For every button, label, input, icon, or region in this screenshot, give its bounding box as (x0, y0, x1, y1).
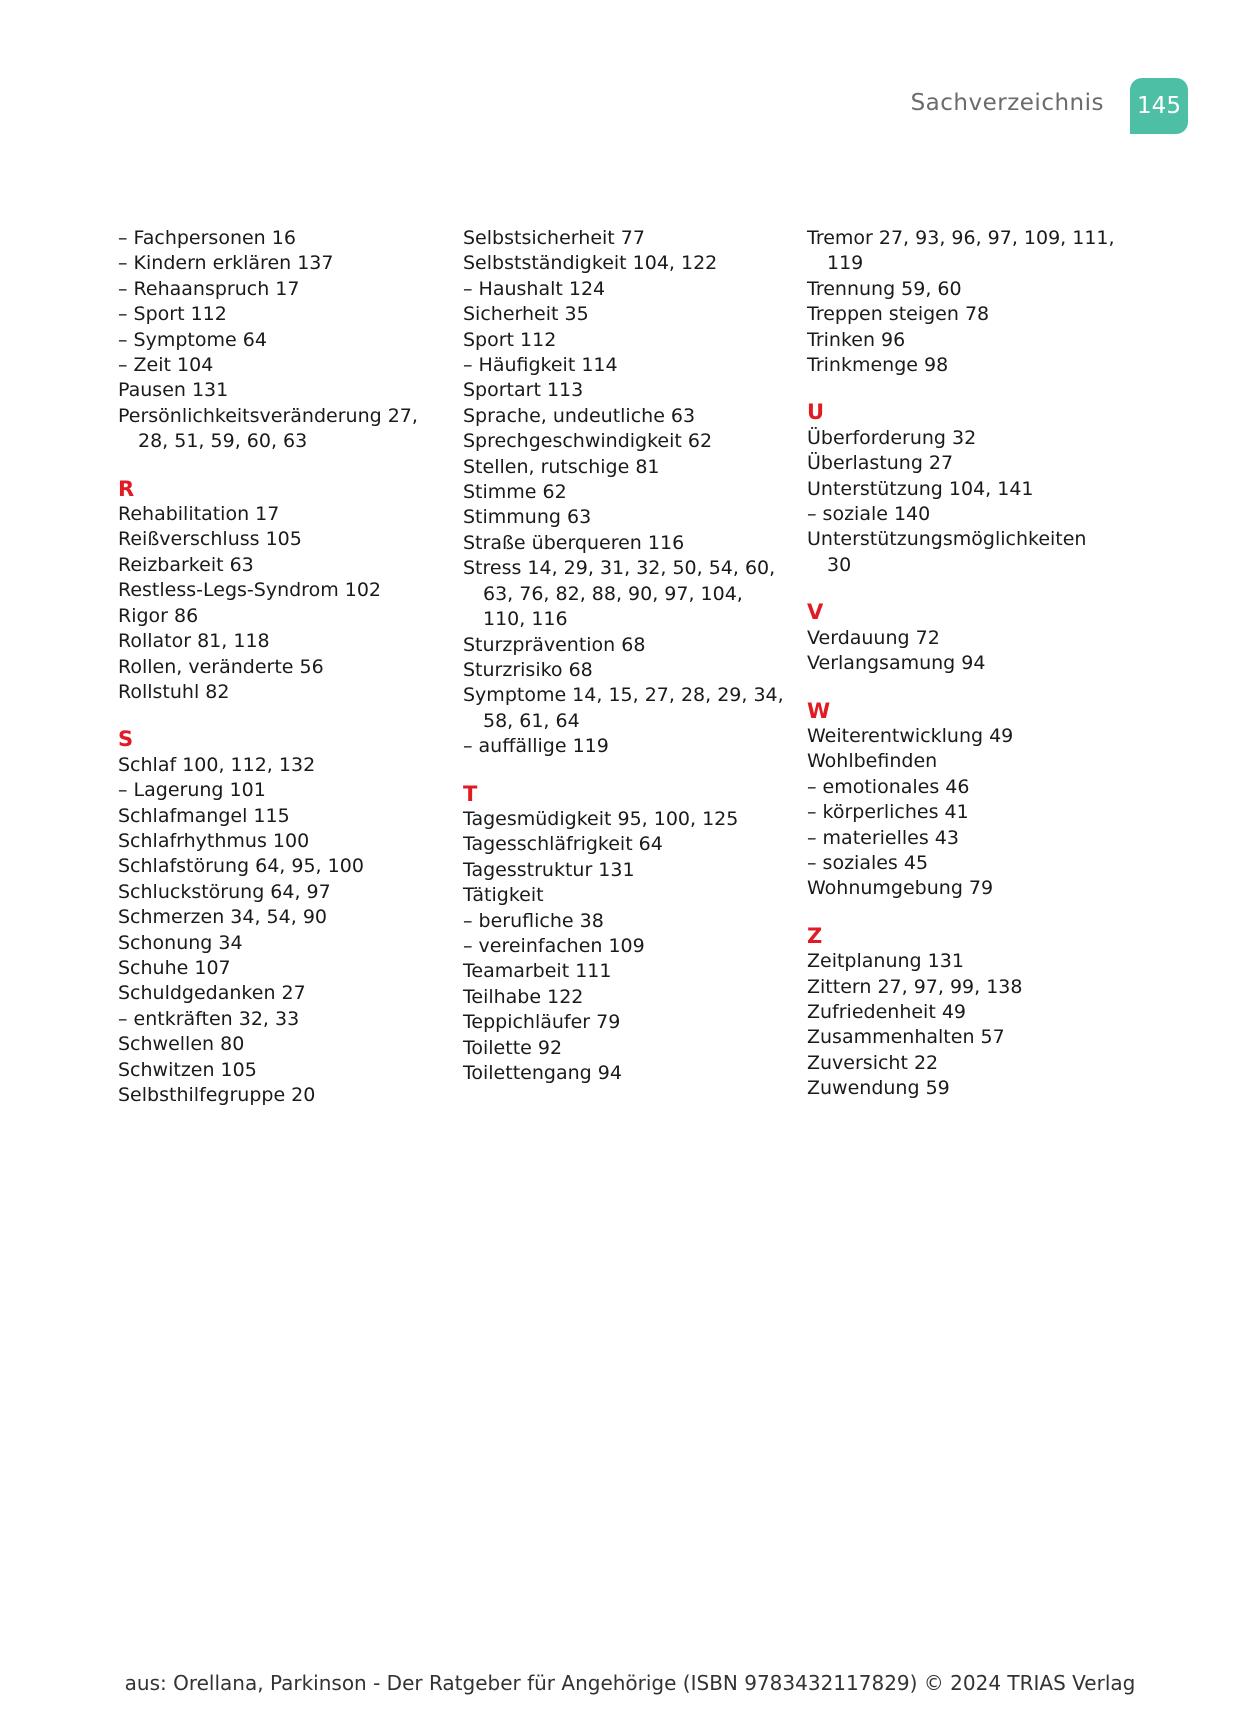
index-entry: Sportart 113 (463, 379, 584, 402)
index-entry: Unterstützungsmöglichkeiten (807, 528, 1087, 551)
index-entry: Teamarbeit 111 (463, 960, 612, 983)
index-entry: Sturzprävention 68 (463, 633, 646, 656)
index-entry: Rollator 81, 118 (118, 630, 270, 653)
index-entry: Verlangsamung 94 (807, 652, 986, 675)
index-entry: – Häufigkeit 114 (463, 354, 618, 377)
index-entry: Rollstuhl 82 (118, 680, 230, 703)
index-entry: Schlafmangel 115 (118, 804, 290, 827)
index-entry: Zittern 27, 97, 99, 138 (807, 975, 1023, 998)
index-entry: – Zeit 104 (118, 354, 214, 377)
index-entry: Teilhabe 122 (463, 985, 584, 1008)
index-entry: Zeitplanung 131 (807, 950, 964, 973)
index-entry: Reizbarkeit 63 (118, 553, 254, 576)
index-entry: – Lagerung 101 (118, 779, 266, 802)
index-entry: Symptome 14, 15, 27, 28, 29, 34, (463, 684, 784, 707)
index-entry: Tagesstruktur 131 (463, 858, 635, 881)
index-entry-continuation: 119 (827, 252, 864, 275)
index-entry: Sturzrisiko 68 (463, 658, 593, 681)
index-entry: Schlafstörung 64, 95, 100 (118, 855, 364, 878)
index-entry: Wohnumgebung 79 (807, 877, 994, 900)
index-entry: Wohlbefinden (807, 750, 938, 773)
index-entry: – materielles 43 (807, 826, 959, 849)
index-entry: Sprechgeschwindigkeit 62 (463, 430, 713, 453)
index-letter-heading: R (118, 476, 135, 501)
index-letter-heading: U (807, 400, 825, 425)
index-entry: Verdauung 72 (807, 626, 940, 649)
index-entry: Unterstützung 104, 141 (807, 477, 1034, 500)
index-entry: – körperliches 41 (807, 801, 969, 824)
index-entry: Restless-Legs-Syndrom 102 (118, 579, 382, 602)
index-entry: Sprache, undeutliche 63 (463, 404, 696, 427)
index-column-2 (463, 226, 793, 1086)
index-entry: Rigor 86 (118, 604, 199, 627)
index-entry: – emotionales 46 (807, 775, 970, 798)
index-entry: Stimmung 63 (463, 506, 592, 529)
index-entry: Reißverschluss 105 (118, 528, 302, 551)
index-entry: Stress 14, 29, 31, 32, 50, 54, 60, (463, 557, 776, 580)
index-entry: Sicherheit 35 (463, 303, 589, 326)
index-entry: Schluckstörung 64, 97 (118, 880, 331, 903)
index-entry: Tagesschläfrigkeit 64 (463, 833, 663, 856)
index-entry: Schlafrhythmus 100 (118, 829, 310, 852)
index-entry: Trinken 96 (807, 328, 906, 351)
index-entry: Zuversicht 22 (807, 1051, 939, 1074)
index-entry: Stimme 62 (463, 481, 567, 504)
index-entry: Pausen 131 (118, 379, 229, 402)
index-entry: Schwellen 80 (118, 1033, 245, 1056)
index-entry: – Fachpersonen 16 (118, 227, 296, 249)
copyright-footer: aus: Orellana, Parkinson - Der Ratgeber für Angehörige (ISBN 9783432117829) © 2024 TRIAS Verlag (124, 1671, 1136, 1695)
index-column-1 (118, 226, 448, 1108)
index-entry: – vereinfachen 109 (463, 934, 645, 957)
index-entry: – Kindern erklären 137 (118, 252, 334, 275)
index-entry: Schwitzen 105 (118, 1058, 257, 1081)
index-entry-continuation: 28, 51, 59, 60, 63 (138, 430, 308, 453)
index-entry: Stellen, rutschige 81 (463, 455, 660, 478)
index-entry: – Sport 112 (118, 303, 227, 326)
index-entry: Selbsthilfegruppe 20 (118, 1084, 316, 1106)
index-letter-heading: V (807, 600, 824, 625)
index-entry: – entkräften 32, 33 (118, 1007, 300, 1030)
index-entry: Tagesmüdigkeit 95, 100, 125 (463, 807, 739, 830)
page-number-badge: 145 (1130, 78, 1188, 134)
index-entry: Schlaf 100, 112, 132 (118, 753, 316, 776)
index-entry: Selbstsicherheit 77 (463, 227, 645, 249)
index-entry: – soziale 140 (807, 503, 931, 526)
index-entry: – Rehaanspruch 17 (118, 277, 300, 300)
index-entry: Rollen, veränderte 56 (118, 655, 324, 678)
index-entry: Zuwendung 59 (807, 1077, 950, 1100)
index-entry: Schonung 34 (118, 931, 243, 954)
index-entry-continuation: 110, 116 (483, 608, 568, 631)
index-entry: – soziales 45 (807, 851, 929, 874)
index-entry: Trennung 59, 60 (807, 277, 962, 300)
index-entry: Trinkmenge 98 (807, 354, 949, 377)
index-entry: Toilettengang 94 (463, 1062, 622, 1084)
index-letter-heading: T (463, 781, 478, 806)
index-entry: Schmerzen 34, 54, 90 (118, 906, 327, 929)
index-entry: Überlastung 27 (807, 452, 954, 475)
index-entry: Toilette 92 (463, 1036, 563, 1059)
index-letter-heading: S (118, 727, 134, 752)
index-entry: Rehabilitation 17 (118, 503, 280, 526)
index-letter-heading: Z (807, 923, 823, 948)
index-entry: Zusammenhalten 57 (807, 1026, 1005, 1049)
index-entry: – Symptome 64 (118, 328, 267, 351)
index-entry: Überforderung 32 (807, 426, 977, 449)
index-entry-continuation: 30 (827, 553, 852, 576)
index-entry: Zufriedenheit 49 (807, 1000, 966, 1023)
index-entry-continuation: 58, 61, 64 (483, 709, 580, 732)
index-entry: Treppen steigen 78 (807, 303, 990, 326)
index-entry-continuation: 63, 76, 82, 88, 90, 97, 104, (483, 582, 743, 605)
index-entry: Tätigkeit (463, 884, 544, 907)
index-entry: Schuhe 107 (118, 956, 231, 979)
index-entry: Persönlichkeitsveränderung 27, (118, 404, 418, 427)
index-entry: – Haushalt 124 (463, 277, 606, 300)
index-entry: Teppichläufer 79 (463, 1011, 621, 1034)
index-entry: Schuldgedanken 27 (118, 982, 306, 1005)
index-entry: – berufliche 38 (463, 909, 604, 932)
index-letter-heading: W (807, 698, 831, 723)
index-entry: Sport 112 (463, 328, 557, 351)
index-entry: Straße überqueren 116 (463, 531, 685, 554)
index-entry: Tremor 27, 93, 96, 97, 109, 111, (807, 227, 1115, 249)
index-entry: Selbstständigkeit 104, 122 (463, 252, 718, 275)
running-header-title: Sachverzeichnis (910, 90, 1104, 116)
index-column-3 (807, 226, 1137, 1102)
index-entry: – auffällige 119 (463, 735, 609, 758)
index-entry: Weiterentwicklung 49 (807, 724, 1014, 747)
